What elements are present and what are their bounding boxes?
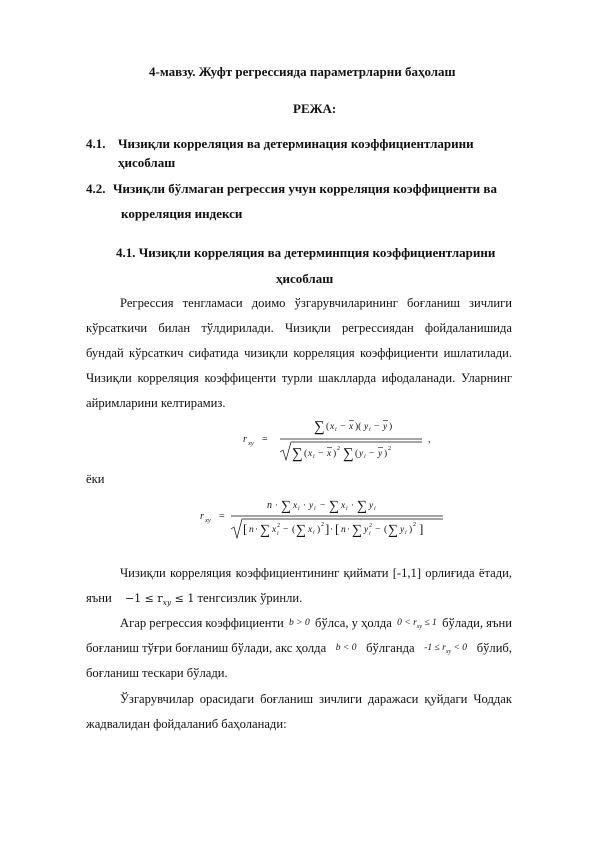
formula-2-n: n [267, 500, 272, 511]
svg-text:)(: )( [355, 422, 362, 432]
svg-text:∑: ∑ [329, 499, 339, 514]
svg-text:i: i [369, 531, 371, 537]
paragraph-4-line-1: Ўзгарувчилар орасидаги боғланиш зичлиги даражаси қуйдаги Чоддак [120, 692, 512, 706]
svg-text:n: n [341, 525, 346, 535]
svg-text:·: · [347, 524, 350, 534]
svg-text:x: x [308, 449, 313, 459]
formula-1-equals: = [262, 434, 268, 445]
svg-text:i: i [313, 530, 315, 536]
svg-text:): ) [389, 422, 393, 432]
svg-text:∑: ∑ [343, 446, 354, 462]
svg-text:y: y [359, 449, 364, 459]
svg-text:(: ( [292, 525, 296, 535]
svg-text:y: y [400, 525, 405, 535]
paragraph-2-line-1: Чизиқли корреляция коэффициентининг қиймати [-1,1] орлиғида ётади, [120, 566, 512, 580]
svg-text:y: y [383, 422, 388, 432]
paragraph-1-line-4: Чизиқли корреляция коэффиценти турли шаклларда ифодаланади. Уларнинг [86, 371, 512, 385]
section-heading-line2: ҳисоблаш [276, 271, 334, 286]
svg-text:i: i [298, 506, 300, 512]
svg-text:−: − [374, 422, 380, 432]
svg-text:i: i [277, 531, 279, 537]
svg-text:2: 2 [388, 446, 391, 452]
svg-text:x: x [341, 501, 346, 511]
svg-text:i: i [405, 530, 407, 536]
or-word: ёки [86, 472, 105, 486]
svg-text:2: 2 [413, 522, 416, 528]
paragraph-1-line-3: бундай кўрсаткич сифатида чизиқли корреляция коэффициенти ишлатилади. [86, 346, 512, 360]
plan-item-1-line2: ҳисоблаш [118, 155, 176, 170]
svg-text:·: · [303, 500, 306, 510]
svg-text:y: y [364, 422, 369, 432]
plan-item-1-number: 4.1. [86, 136, 106, 151]
formula-1-comma: , [428, 434, 431, 445]
svg-text:−: − [375, 525, 381, 535]
svg-text:i: i [374, 506, 376, 512]
svg-text:i: i [369, 427, 371, 433]
correlation-formula-2 [197, 493, 467, 541]
svg-text:∑: ∑ [281, 499, 291, 514]
svg-text:x: x [327, 449, 332, 459]
svg-text:∑: ∑ [352, 523, 362, 538]
svg-text:i: i [335, 427, 337, 433]
svg-text:∑: ∑ [296, 523, 306, 538]
correlation-formula-1 [240, 412, 440, 464]
plan-item-2-line2: корреляция индекси [121, 206, 243, 221]
formula-1-lhs: r [243, 434, 247, 445]
svg-text:x: x [308, 525, 313, 535]
svg-text:(: ( [304, 449, 308, 459]
paragraph-3-line-2: боғланиш тўғри боғланиш бўлади, акс ҳолда b < 0 бўлганда $-1 \le r_{xy} < 0$ бўлиб, [86, 641, 512, 655]
svg-text:]: ] [419, 521, 424, 536]
svg-text:x: x [349, 422, 354, 432]
svg-text:x: x [330, 422, 335, 432]
svg-text:): ) [384, 449, 388, 459]
svg-text:[: [ [335, 521, 340, 536]
svg-text:i: i [346, 506, 348, 512]
formula-1-lhs-sub: xy [248, 440, 254, 447]
svg-text:∑: ∑ [314, 419, 325, 435]
svg-text:·: · [275, 500, 278, 510]
plan-item-2-line1: Чизиқли бўлмаган регрессия учун корреляция коэффициенти ва [113, 181, 497, 196]
svg-text:y: y [309, 501, 314, 511]
svg-text:−: − [318, 449, 324, 459]
paragraph-2-line-2: яъни $-1 \le r_{xy} \le 1$ тенгсизлик ўринли. [86, 591, 303, 608]
svg-text:y: y [378, 449, 383, 459]
paragraph-3-line-1: Агар регрессия коэффициенти b > 0 бўлса, у ҳолда $0 < r_{xy} \le 1$ бўлади, яъни [120, 616, 512, 630]
svg-text:i: i [364, 454, 366, 460]
svg-text:): ) [333, 449, 337, 459]
svg-text:·: · [330, 524, 333, 534]
formula-2-lhs-sub: xy [205, 517, 211, 524]
svg-text:·: · [255, 524, 258, 534]
svg-text:(: ( [355, 449, 359, 459]
svg-text:2: 2 [321, 522, 324, 528]
svg-text:∑: ∑ [388, 523, 398, 538]
formula-2-equals: = [219, 511, 225, 522]
plan-item-1-line1: Чизиқли корреляция ва детерминация коэффициентларини [118, 136, 474, 151]
svg-text:): ) [409, 525, 413, 535]
paragraph-4-line-2: жадвалидан фойдаланиб баҳоланади: [86, 717, 287, 731]
svg-text:(: ( [326, 422, 330, 432]
paragraph-1-line-5: айримларини келтирамиз. [86, 396, 226, 410]
svg-text:[: [ [243, 521, 248, 536]
svg-text:∑: ∑ [260, 523, 270, 538]
svg-text:·: · [351, 500, 354, 510]
svg-text:2: 2 [337, 446, 340, 452]
svg-text:i: i [313, 454, 315, 460]
svg-text:x: x [272, 525, 277, 535]
paragraph-1-line-2: кўрсаткичи билан тўлдирилади. Чизиқли регрессиядан фойдаланишида [86, 321, 512, 335]
svg-text:n: n [249, 525, 254, 535]
paragraph-3-line-3: боғланиш тескари бўлади. [86, 666, 228, 680]
svg-text:x: x [293, 501, 298, 511]
plan-item-2-number: 4.2. [86, 181, 106, 196]
svg-text:−: − [340, 422, 346, 432]
svg-text:): ) [317, 525, 321, 535]
svg-text:∑: ∑ [292, 446, 303, 462]
svg-text:]: ] [325, 521, 330, 536]
svg-text:(: ( [384, 525, 388, 535]
svg-text:−: − [320, 501, 326, 511]
svg-text:−: − [369, 449, 375, 459]
svg-text:2: 2 [277, 523, 280, 529]
svg-text:2: 2 [369, 523, 372, 529]
svg-text:i: i [314, 506, 316, 512]
plan-heading: РЕЖА: [293, 101, 337, 116]
paragraph-1-line-1: Регрессия тенгламаси доимо ўзгарувчиларининг боғланиш зичлиги [120, 296, 512, 310]
svg-text:y: y [369, 501, 374, 511]
svg-text:−: − [283, 525, 289, 535]
page-title: 4-мавзу. Жуфт регрессияда параметрларни баҳолаш [149, 64, 456, 79]
formula-2-lhs: r [200, 511, 204, 522]
section-heading-line1: 4.1. Чизиқли корреляция ва детерминпция коэффициентларини [116, 245, 496, 260]
svg-text:y: y [364, 525, 369, 535]
svg-text:∑: ∑ [357, 499, 367, 514]
